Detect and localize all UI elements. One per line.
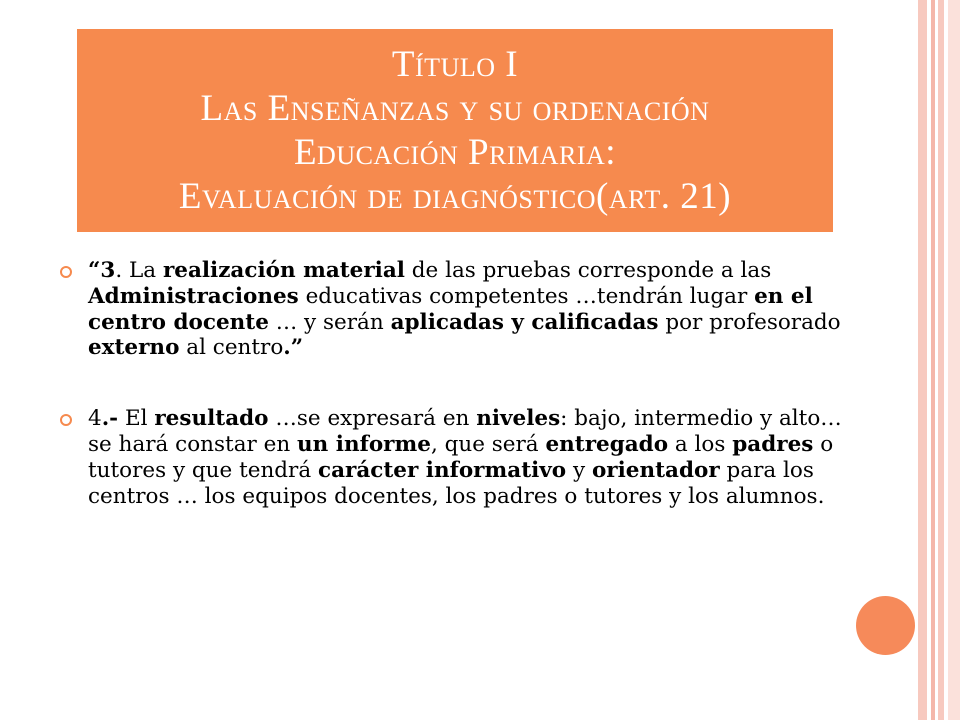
text-run: El <box>118 406 155 432</box>
bold-text: aplicadas y calificadas <box>390 309 659 335</box>
bold-text: externo <box>88 335 180 361</box>
bullet-circle-icon <box>60 414 72 426</box>
bold-text: niveles <box>476 406 561 432</box>
title-line-3: Educación Primaria: <box>293 132 617 173</box>
text-run: 4 <box>88 406 102 432</box>
text-run: a los <box>668 431 733 457</box>
bold-text: padres <box>732 431 814 457</box>
bold-text: entregado <box>545 431 669 457</box>
bold-text: .” <box>283 335 304 361</box>
bullet-text <box>88 406 842 508</box>
right-stripe <box>918 0 927 720</box>
bullet-circle-icon <box>60 266 72 278</box>
text-run: y <box>566 457 592 483</box>
bold-text: carácter informativo <box>318 457 567 483</box>
text-run: al centro <box>179 335 284 361</box>
bold-text: un informe <box>297 431 431 457</box>
title-line-2: Las Enseñanzas y su ordenación <box>200 88 710 129</box>
title-line-1: Título I <box>391 44 519 85</box>
title-box <box>77 29 833 232</box>
text-run: educativas competentes …tendrán lugar <box>298 283 755 309</box>
text-run: . La <box>115 258 163 283</box>
bold-text: realización material <box>162 258 405 283</box>
text-run: … y serán <box>268 309 391 335</box>
bullet-text <box>88 258 841 360</box>
bullet-item-2 <box>60 406 860 509</box>
text-run: …se expresará en <box>268 406 477 432</box>
decorative-circle <box>856 596 915 655</box>
bold-text: orientador <box>591 457 720 483</box>
text-run: , que será <box>430 431 546 457</box>
text-run: o tutores y que tendrá <box>88 431 834 483</box>
content-body <box>60 258 860 509</box>
title-line-4: Evaluación de diagnóstico(art. 21) <box>178 176 732 217</box>
bullet-item-1 <box>60 258 860 361</box>
text-run: de las pruebas corresponde a las <box>404 258 772 283</box>
right-stripe-light <box>948 0 960 720</box>
bold-text: resultado <box>154 406 269 432</box>
text-run: por profesorado <box>658 309 841 335</box>
bold-text: .- <box>101 406 119 432</box>
text-run: para los centros … los equipos docentes, los padres o tutores y los alumnos. <box>88 457 825 509</box>
text-run: : bajo, intermedio y alto…se hará constar en <box>88 406 842 457</box>
right-stripe-gap <box>944 0 948 720</box>
bold-text: “3 <box>88 258 116 283</box>
right-stripe-thin <box>931 0 935 720</box>
bold-text: en el centro docente <box>88 283 813 335</box>
bold-text: Administraciones <box>88 283 299 309</box>
